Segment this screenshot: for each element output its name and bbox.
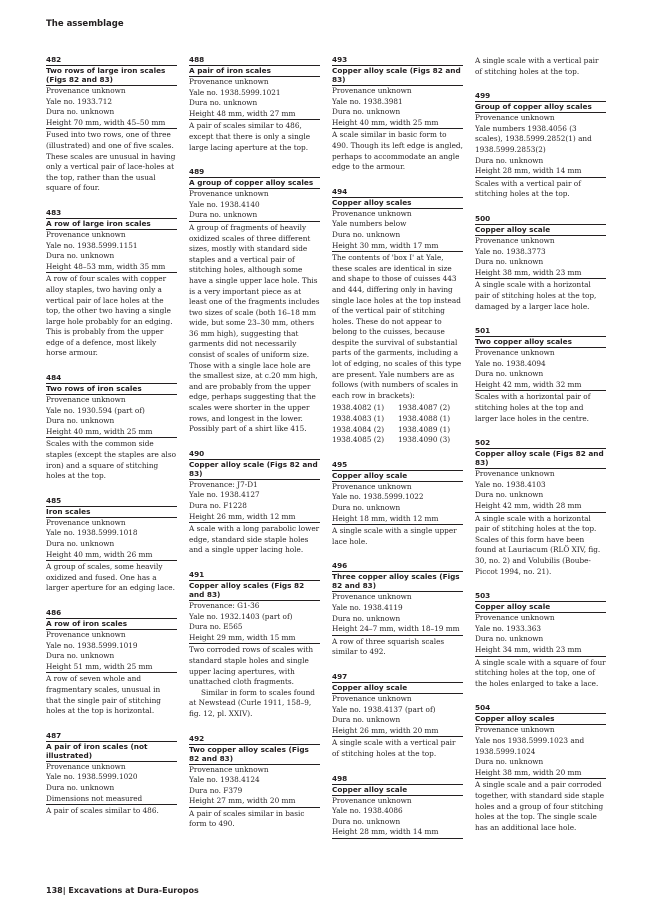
entry-title: Two copper alloy scales (Figs 82 and 83) bbox=[189, 745, 320, 765]
description-paragraph: A pair of scales similar in basic form to 490. bbox=[189, 808, 305, 829]
metadata-line: Provenance unknown bbox=[332, 693, 412, 703]
metadata-line: Provenance unknown bbox=[475, 235, 555, 245]
entry-description bbox=[332, 253, 463, 401]
catalogue-entry bbox=[189, 449, 320, 556]
catalogue-entry bbox=[475, 56, 606, 77]
entry-number: 494 bbox=[332, 187, 463, 198]
entry-title: A pair of iron scales (not illustrated) bbox=[46, 742, 177, 762]
entry-metadata bbox=[46, 518, 177, 561]
entry-description bbox=[46, 439, 177, 481]
entry-title: Copper alloy scale bbox=[332, 683, 463, 694]
entry-number: 498 bbox=[332, 774, 463, 785]
book-title: Excavations at Dura-Europos bbox=[68, 886, 199, 895]
entry-title: Copper alloy scale (Figs 82 and 83) bbox=[332, 66, 463, 86]
metadata-line: Provenance unknown bbox=[332, 795, 412, 805]
metadata-line: Dura no. unknown bbox=[46, 416, 115, 426]
entry-metadata bbox=[332, 482, 463, 525]
metadata-line: Height 42 mm, width 28 mm bbox=[475, 501, 606, 513]
running-head: The assemblage bbox=[46, 19, 124, 29]
entry-metadata bbox=[332, 209, 463, 252]
catalogue-entry bbox=[189, 55, 320, 153]
metadata-line: Dura no. unknown bbox=[332, 613, 401, 623]
metadata-line: Height 29 mm, width 15 mm bbox=[189, 633, 320, 645]
metadata-line: Provenance unknown bbox=[332, 208, 412, 218]
description-paragraph: A single scale with a horizontal pair of stitching holes at the top, damaged by a larger lace hole. bbox=[475, 280, 597, 311]
column-2 bbox=[189, 55, 320, 875]
metadata-line: Height 24–7 mm, width 18–19 mm bbox=[332, 624, 463, 636]
entry-metadata bbox=[189, 765, 320, 808]
yale-number-cell: 1938.4084 (2) bbox=[332, 424, 385, 434]
entry-description bbox=[475, 56, 606, 77]
metadata-line: Dura no. unknown bbox=[46, 107, 115, 117]
description-paragraph: Two corroded rows of scales with standard staple holes and single upper lacing apertures, with unattached cloth fragments. bbox=[189, 645, 314, 687]
entry-description bbox=[46, 562, 177, 594]
description-paragraph: A group of fragments of heavily oxidized scales of three different sizes, mostly with standard side staples and a vertical pair of stitching holes, although some have a single upper lace hole. This is a very important piece as at least one of the fragments includes two sizes of scale (both 16–18 mm wide, but some 23–30 mm, others 36 mm high), suggesting that garments did not necessarily consist of scales of uniform size. Those with a single lace hole are the smallest size, at c.20 mm high, and are probably from the upper edge, perhaps suggesting that the scales were shorter in the upper rows, and longest in the lower. Possibly part of a shirt like 415. bbox=[189, 222, 320, 434]
entry-number: 491 bbox=[189, 570, 320, 581]
yale-number-cell: 1938.4082 (1) bbox=[332, 403, 385, 413]
yale-number-cell: 1938.4090 (3) bbox=[398, 435, 451, 445]
entry-number: 496 bbox=[332, 561, 463, 572]
entry-metadata bbox=[332, 694, 463, 737]
metadata-line: Height 34 mm, width 23 mm bbox=[475, 645, 606, 657]
description-paragraph: A scale with a long parabolic lower edge, standard side staple holes and a single upper lacing hole. bbox=[189, 524, 320, 555]
catalogue-entry bbox=[46, 731, 177, 817]
metadata-line: Provenance unknown bbox=[475, 725, 555, 735]
footer-separator: | bbox=[62, 886, 66, 895]
entry-metadata bbox=[475, 236, 606, 279]
entry-number: 483 bbox=[46, 208, 177, 219]
metadata-line: Yale no. 1938.4127 bbox=[189, 490, 260, 500]
metadata-line: Yale no. 1938.3981 bbox=[332, 96, 403, 106]
entry-description bbox=[189, 809, 320, 830]
entry-number: 503 bbox=[475, 591, 606, 602]
metadata-line: Dura no. unknown bbox=[332, 715, 401, 725]
entry-description bbox=[46, 674, 177, 716]
catalogue-entry bbox=[332, 774, 463, 839]
description-paragraph: A scale similar in basic form to 490. Though its left edge is angled, perhaps to accommodate an angle edge to the armour. bbox=[332, 130, 463, 172]
entry-description bbox=[46, 806, 177, 817]
metadata-line: Provenance unknown bbox=[46, 229, 126, 239]
description-paragraph: A pair of scales similar to 486, except that there is only a single large lacing aperture at the top. bbox=[189, 121, 311, 152]
metadata-line: Yale no. 1938.4103 bbox=[475, 479, 546, 489]
entry-number: 497 bbox=[332, 672, 463, 683]
metadata-line: Provenance unknown bbox=[46, 761, 126, 771]
metadata-line: Dura no. unknown bbox=[475, 257, 544, 267]
metadata-line: Provenance unknown bbox=[189, 77, 269, 86]
entry-title: Copper alloy scales bbox=[475, 714, 606, 725]
entry-title: Two copper alloy scales bbox=[475, 337, 606, 348]
description-paragraph: A row of seven whole and fragmentary scales, unusual in that the single pair of stitching holes at the top is horizontal. bbox=[46, 674, 161, 716]
metadata-line: Yale no. 1938.4137 (part of) bbox=[332, 704, 436, 714]
entry-title: Two rows of iron scales bbox=[46, 384, 177, 395]
entry-number: 502 bbox=[475, 438, 606, 449]
metadata-line: Height 30 mm, width 17 mm bbox=[332, 241, 463, 253]
catalogue-entry bbox=[46, 55, 177, 194]
column-1 bbox=[46, 55, 177, 875]
entry-number: 490 bbox=[189, 449, 320, 460]
entry-number: 489 bbox=[189, 167, 320, 178]
yale-number-cell: 1938.4088 (1) bbox=[398, 414, 451, 424]
description-paragraph: Similar in form to scales found at Newstead (Curle 1911, 158–9, fig. 12, pl. XXIV). bbox=[189, 687, 315, 718]
entry-description bbox=[475, 658, 606, 690]
metadata-line: Yale no. 1933.712 bbox=[46, 96, 112, 106]
metadata-line: Dura no. unknown bbox=[46, 251, 115, 261]
metadata-line: Provenance: J7-D1 bbox=[189, 479, 258, 489]
catalogue-entry bbox=[189, 167, 320, 435]
metadata-line: Provenance unknown bbox=[46, 86, 126, 95]
description-paragraph: A single scale with a vertical pair of stitching holes at the top. bbox=[475, 56, 599, 76]
metadata-line: Height 38 mm, width 23 mm bbox=[475, 268, 606, 280]
entry-description bbox=[189, 524, 320, 556]
entry-description bbox=[475, 514, 606, 578]
catalogue-entry bbox=[475, 214, 606, 312]
metadata-line: Height 26 mm, width 12 mm bbox=[189, 512, 320, 524]
metadata-line: Yale no. 1938.5999.1021 bbox=[189, 87, 281, 97]
metadata-line: Height 18 mm, width 12 mm bbox=[332, 514, 463, 526]
entry-description bbox=[46, 130, 177, 194]
catalogue-entry bbox=[475, 91, 606, 200]
metadata-line: Dura no. unknown bbox=[475, 155, 544, 165]
entry-metadata bbox=[46, 395, 177, 438]
entry-number: 499 bbox=[475, 91, 606, 102]
metadata-line: Height 48–53 mm, width 35 mm bbox=[46, 262, 177, 274]
metadata-line: Dura no. unknown bbox=[332, 816, 401, 826]
metadata-line: Dura no. unknown bbox=[475, 490, 544, 500]
metadata-line: Dura no. unknown bbox=[189, 98, 258, 108]
metadata-line: Provenance unknown bbox=[475, 348, 555, 358]
column-3 bbox=[332, 55, 463, 875]
entry-metadata bbox=[46, 86, 177, 129]
description-paragraph: Scales with a vertical pair of stitching holes at the top. bbox=[475, 178, 581, 199]
entry-title: A row of large iron scales bbox=[46, 219, 177, 230]
metadata-line: Dura no. unknown bbox=[46, 651, 115, 661]
metadata-line: Dura no. unknown bbox=[332, 107, 401, 117]
metadata-line: Yale no. 1938.5999.1151 bbox=[46, 240, 138, 250]
entry-metadata bbox=[475, 613, 606, 656]
entry-title: Three copper alloy scales (Figs 82 and 83) bbox=[332, 572, 463, 592]
entry-number: 488 bbox=[189, 55, 320, 66]
catalogue-entry bbox=[189, 734, 320, 831]
entry-title: A row of iron scales bbox=[46, 619, 177, 630]
catalogue-entry bbox=[332, 55, 463, 173]
entry-description bbox=[46, 274, 177, 359]
description-paragraph: Fused into two rows, one of three (illustrated) and one of five scales. These scales are unusual in having only a vertical pair of lace-holes at the top, rather than the usual square of four. bbox=[46, 130, 176, 193]
catalogue-entry bbox=[332, 187, 463, 446]
metadata-line: Dimensions not measured bbox=[46, 794, 177, 806]
metadata-line: Height 70 mm, width 45–50 mm bbox=[46, 118, 177, 130]
entry-title: A group of copper alloy scales bbox=[189, 178, 320, 189]
entry-metadata bbox=[189, 77, 320, 120]
entry-title: Copper alloy scale bbox=[332, 785, 463, 796]
metadata-line: Dura no. unknown bbox=[189, 210, 320, 222]
metadata-line: Yale no. 1938.4086 bbox=[332, 806, 403, 816]
yale-numbers-table bbox=[332, 403, 463, 445]
metadata-line: Height 48 mm, width 27 mm bbox=[189, 109, 320, 121]
entry-metadata bbox=[332, 796, 463, 839]
metadata-line: Yale no. 1938.5999.1020 bbox=[46, 772, 138, 782]
metadata-line: Dura no. E565 bbox=[189, 622, 243, 632]
metadata-line: Provenance unknown bbox=[46, 517, 126, 527]
entry-title: Copper alloy scale bbox=[475, 602, 606, 613]
metadata-line: Yale no. 1938.5999.1019 bbox=[46, 640, 138, 650]
metadata-line: Yale no. 1933.363 bbox=[475, 623, 541, 633]
entry-number: 500 bbox=[475, 214, 606, 225]
entry-number: 485 bbox=[46, 496, 177, 507]
catalogue-entry bbox=[475, 326, 606, 424]
metadata-line: Dura no. unknown bbox=[475, 634, 544, 644]
metadata-line: Dura no. F1228 bbox=[189, 501, 247, 510]
description-paragraph: A single scale with a single upper lace hole. bbox=[332, 526, 457, 546]
metadata-line: Yale no. 1938.4119 bbox=[332, 602, 403, 612]
metadata-line: Provenance unknown bbox=[46, 629, 126, 639]
metadata-line: Dura no. unknown bbox=[46, 539, 115, 548]
description-paragraph: A row of three squarish scales similar to 492. bbox=[332, 636, 445, 657]
entry-description bbox=[475, 392, 606, 424]
metadata-line: Yale no. 1938.5999.1022 bbox=[332, 492, 424, 502]
entry-description bbox=[332, 130, 463, 172]
catalogue-entry bbox=[46, 608, 177, 717]
entry-title: Copper alloy scale bbox=[475, 225, 606, 236]
yale-number-cell: 1938.4087 (2) bbox=[398, 403, 451, 413]
description-paragraph: A single scale with a vertical pair of stitching holes at the top. bbox=[332, 738, 456, 758]
metadata-line: Height 28 mm, width 14 mm bbox=[332, 827, 463, 839]
metadata-line: Yale nos 1938.5999.1023 and 1938.5999.1024 bbox=[475, 735, 585, 756]
yale-number-cell: 1938.4089 (1) bbox=[398, 424, 451, 434]
entry-number: 504 bbox=[475, 703, 606, 714]
metadata-line: Dura no. unknown bbox=[332, 229, 401, 239]
catalogue-entry bbox=[475, 591, 606, 689]
metadata-line: Provenance unknown bbox=[475, 113, 555, 123]
entry-number: 495 bbox=[332, 460, 463, 471]
entry-title: A pair of iron scales bbox=[189, 66, 320, 77]
description-paragraph: A single scale with a square of four stitching holes at the top, one of the holes enlarged to take a lace. bbox=[475, 657, 606, 688]
entry-description bbox=[475, 280, 606, 312]
description-paragraph: Scales with a horizontal pair of stitching holes at the top and larger lace holes in the centre. bbox=[475, 392, 591, 423]
entry-title: Copper alloy scales (Figs 82 and 83) bbox=[189, 581, 320, 601]
metadata-line: Yale no. 1938.3773 bbox=[475, 246, 546, 256]
column-4 bbox=[475, 55, 606, 875]
metadata-line: Provenance: G1-36 bbox=[189, 600, 260, 610]
metadata-line: Yale no. 1938.4094 bbox=[475, 358, 546, 368]
entry-number: 493 bbox=[332, 55, 463, 66]
metadata-line: Height 38 mm, width 20 mm bbox=[475, 768, 606, 780]
metadata-line: Height 40 mm, width 26 mm bbox=[46, 550, 177, 562]
catalogue-entry bbox=[46, 373, 177, 482]
metadata-line: Yale no. 1930.594 (part of) bbox=[46, 405, 145, 415]
entry-number: 492 bbox=[189, 734, 320, 745]
metadata-line: Height 40 mm, width 25 mm bbox=[46, 427, 177, 439]
entry-metadata bbox=[475, 113, 606, 178]
entry-metadata bbox=[189, 480, 320, 523]
metadata-line: Provenance unknown bbox=[189, 189, 269, 199]
entry-metadata bbox=[475, 469, 606, 512]
entry-description bbox=[332, 738, 463, 759]
metadata-line: Provenance unknown bbox=[475, 613, 555, 623]
catalogue-entry bbox=[332, 460, 463, 548]
metadata-line: Height 27 mm, width 20 mm bbox=[189, 796, 320, 808]
catalogue-entry bbox=[189, 570, 320, 720]
entry-metadata bbox=[475, 348, 606, 391]
entry-description bbox=[475, 179, 606, 200]
description-paragraph: A group of scales, some heavily oxidized and fused. One has a larger aperture for an edging lace. bbox=[46, 562, 175, 593]
yale-number-cell: 1938.4085 (2) bbox=[332, 435, 385, 445]
metadata-line: Provenance unknown bbox=[332, 481, 412, 491]
catalogue-entry bbox=[475, 438, 606, 577]
entry-metadata bbox=[475, 725, 606, 779]
entry-number: 501 bbox=[475, 326, 606, 337]
metadata-line: Yale no. 1938.4124 bbox=[189, 775, 260, 785]
yale-number-cell: 1938.4083 (1) bbox=[332, 414, 385, 424]
entry-description bbox=[189, 121, 320, 153]
entry-number: 484 bbox=[46, 373, 177, 384]
page-number: 138 bbox=[46, 886, 63, 895]
entry-metadata bbox=[46, 762, 177, 805]
entry-description bbox=[189, 645, 320, 719]
metadata-line: Height 28 mm, width 14 mm bbox=[475, 166, 606, 178]
entry-title: Copper alloy scale (Figs 82 and 83) bbox=[189, 460, 320, 480]
entry-metadata bbox=[46, 230, 177, 273]
metadata-line: Yale numbers 1938.4056 (3 scales), 1938.5999.2852(1) and 1938.5999.2853(2) bbox=[475, 123, 592, 154]
page-footer bbox=[46, 886, 199, 895]
catalogue-entry bbox=[46, 208, 177, 359]
entry-number: 482 bbox=[46, 55, 177, 66]
metadata-line: Height 42 mm, width 32 mm bbox=[475, 380, 606, 392]
description-paragraph: Scales with the common side staples (except the staples are also iron) and a square of stitching holes at the top. bbox=[46, 439, 177, 481]
entry-metadata bbox=[189, 601, 320, 644]
metadata-line: Height 51 mm, width 25 mm bbox=[46, 662, 177, 674]
metadata-line: Yale no. 1938.5999.1018 bbox=[46, 528, 138, 538]
metadata-line: Provenance unknown bbox=[332, 86, 412, 95]
entry-description bbox=[332, 526, 463, 547]
entry-description bbox=[189, 223, 320, 435]
entry-description bbox=[332, 637, 463, 658]
entry-title: Copper alloy scales bbox=[332, 198, 463, 209]
description-paragraph: A row of four scales with copper alloy staples, two having only a vertical pair of lace holes at the top, the other two having a single large hole probably for an edging. This is probably from the upper edge of a defence, most likely horse armour. bbox=[46, 274, 173, 358]
entry-title: Two rows of large iron scales (Figs 82 and 83) bbox=[46, 66, 177, 86]
entry-title: Copper alloy scale bbox=[332, 471, 463, 482]
entry-number: 486 bbox=[46, 608, 177, 619]
entry-title: Iron scales bbox=[46, 507, 177, 518]
metadata-line: Dura no. unknown bbox=[475, 757, 544, 767]
description-paragraph: A pair of scales similar to 486. bbox=[46, 806, 159, 816]
entry-metadata bbox=[332, 592, 463, 635]
entry-metadata bbox=[46, 630, 177, 673]
entry-title: Copper alloy scale (Figs 82 and 83) bbox=[475, 449, 606, 469]
metadata-line: Dura no. F379 bbox=[189, 785, 243, 795]
metadata-line: Dura no. unknown bbox=[475, 369, 544, 379]
metadata-line: Provenance unknown bbox=[332, 592, 412, 602]
entry-metadata bbox=[332, 86, 463, 129]
entry-description bbox=[475, 780, 606, 833]
catalogue-entry bbox=[332, 561, 463, 658]
metadata-line: Provenance unknown bbox=[475, 469, 555, 479]
entry-title: Group of copper alloy scales bbox=[475, 102, 606, 113]
catalogue-columns bbox=[46, 55, 606, 875]
metadata-line: Provenance unknown bbox=[46, 395, 126, 405]
metadata-line: Yale no. 1932.1403 (part of) bbox=[189, 611, 293, 621]
metadata-line: Height 26 mm, width 20 mm bbox=[332, 726, 463, 738]
catalogue-entry bbox=[332, 672, 463, 760]
metadata-line: Yale no. 1938.4140 bbox=[189, 199, 260, 209]
catalogue-entry bbox=[475, 703, 606, 833]
description-paragraph: A single scale and a pair corroded together, with standard side staple holes and a group of four stitching holes at the top. The single scale has an additional lace hole. bbox=[475, 780, 605, 832]
description-paragraph: A single scale with a horizontal pair of stitching holes at the top. Scales of this form have been found at Lauriacum (RLÖ XIV, fig. 30, no. 2) and Volubilis (Boube-Piccot 1994, no. 21). bbox=[475, 513, 601, 576]
description-paragraph: The contents of 'box I' at Yale, these scales are identical in size and shape to those of cuisses 443 and 444, differing only in having single lace holes at the top instead of the vertical pair of stitching holes. These do not appear to belong to the cuisses, because despite the survival of substantial parts of the garments, including a lot of edging, no scales of this type are present. Yale numbers are as follows (with numbers of scales in each row in brackets): bbox=[332, 253, 462, 400]
catalogue-entry bbox=[46, 496, 177, 594]
metadata-line: Provenance unknown bbox=[189, 764, 269, 774]
metadata-line: Yale numbers below bbox=[332, 219, 407, 229]
entry-number: 487 bbox=[46, 731, 177, 742]
metadata-line: Dura no. unknown bbox=[332, 503, 401, 512]
metadata-line: Dura no. unknown bbox=[46, 782, 115, 792]
entry-metadata bbox=[189, 189, 320, 222]
metadata-line: Height 40 mm, width 25 mm bbox=[332, 118, 463, 130]
